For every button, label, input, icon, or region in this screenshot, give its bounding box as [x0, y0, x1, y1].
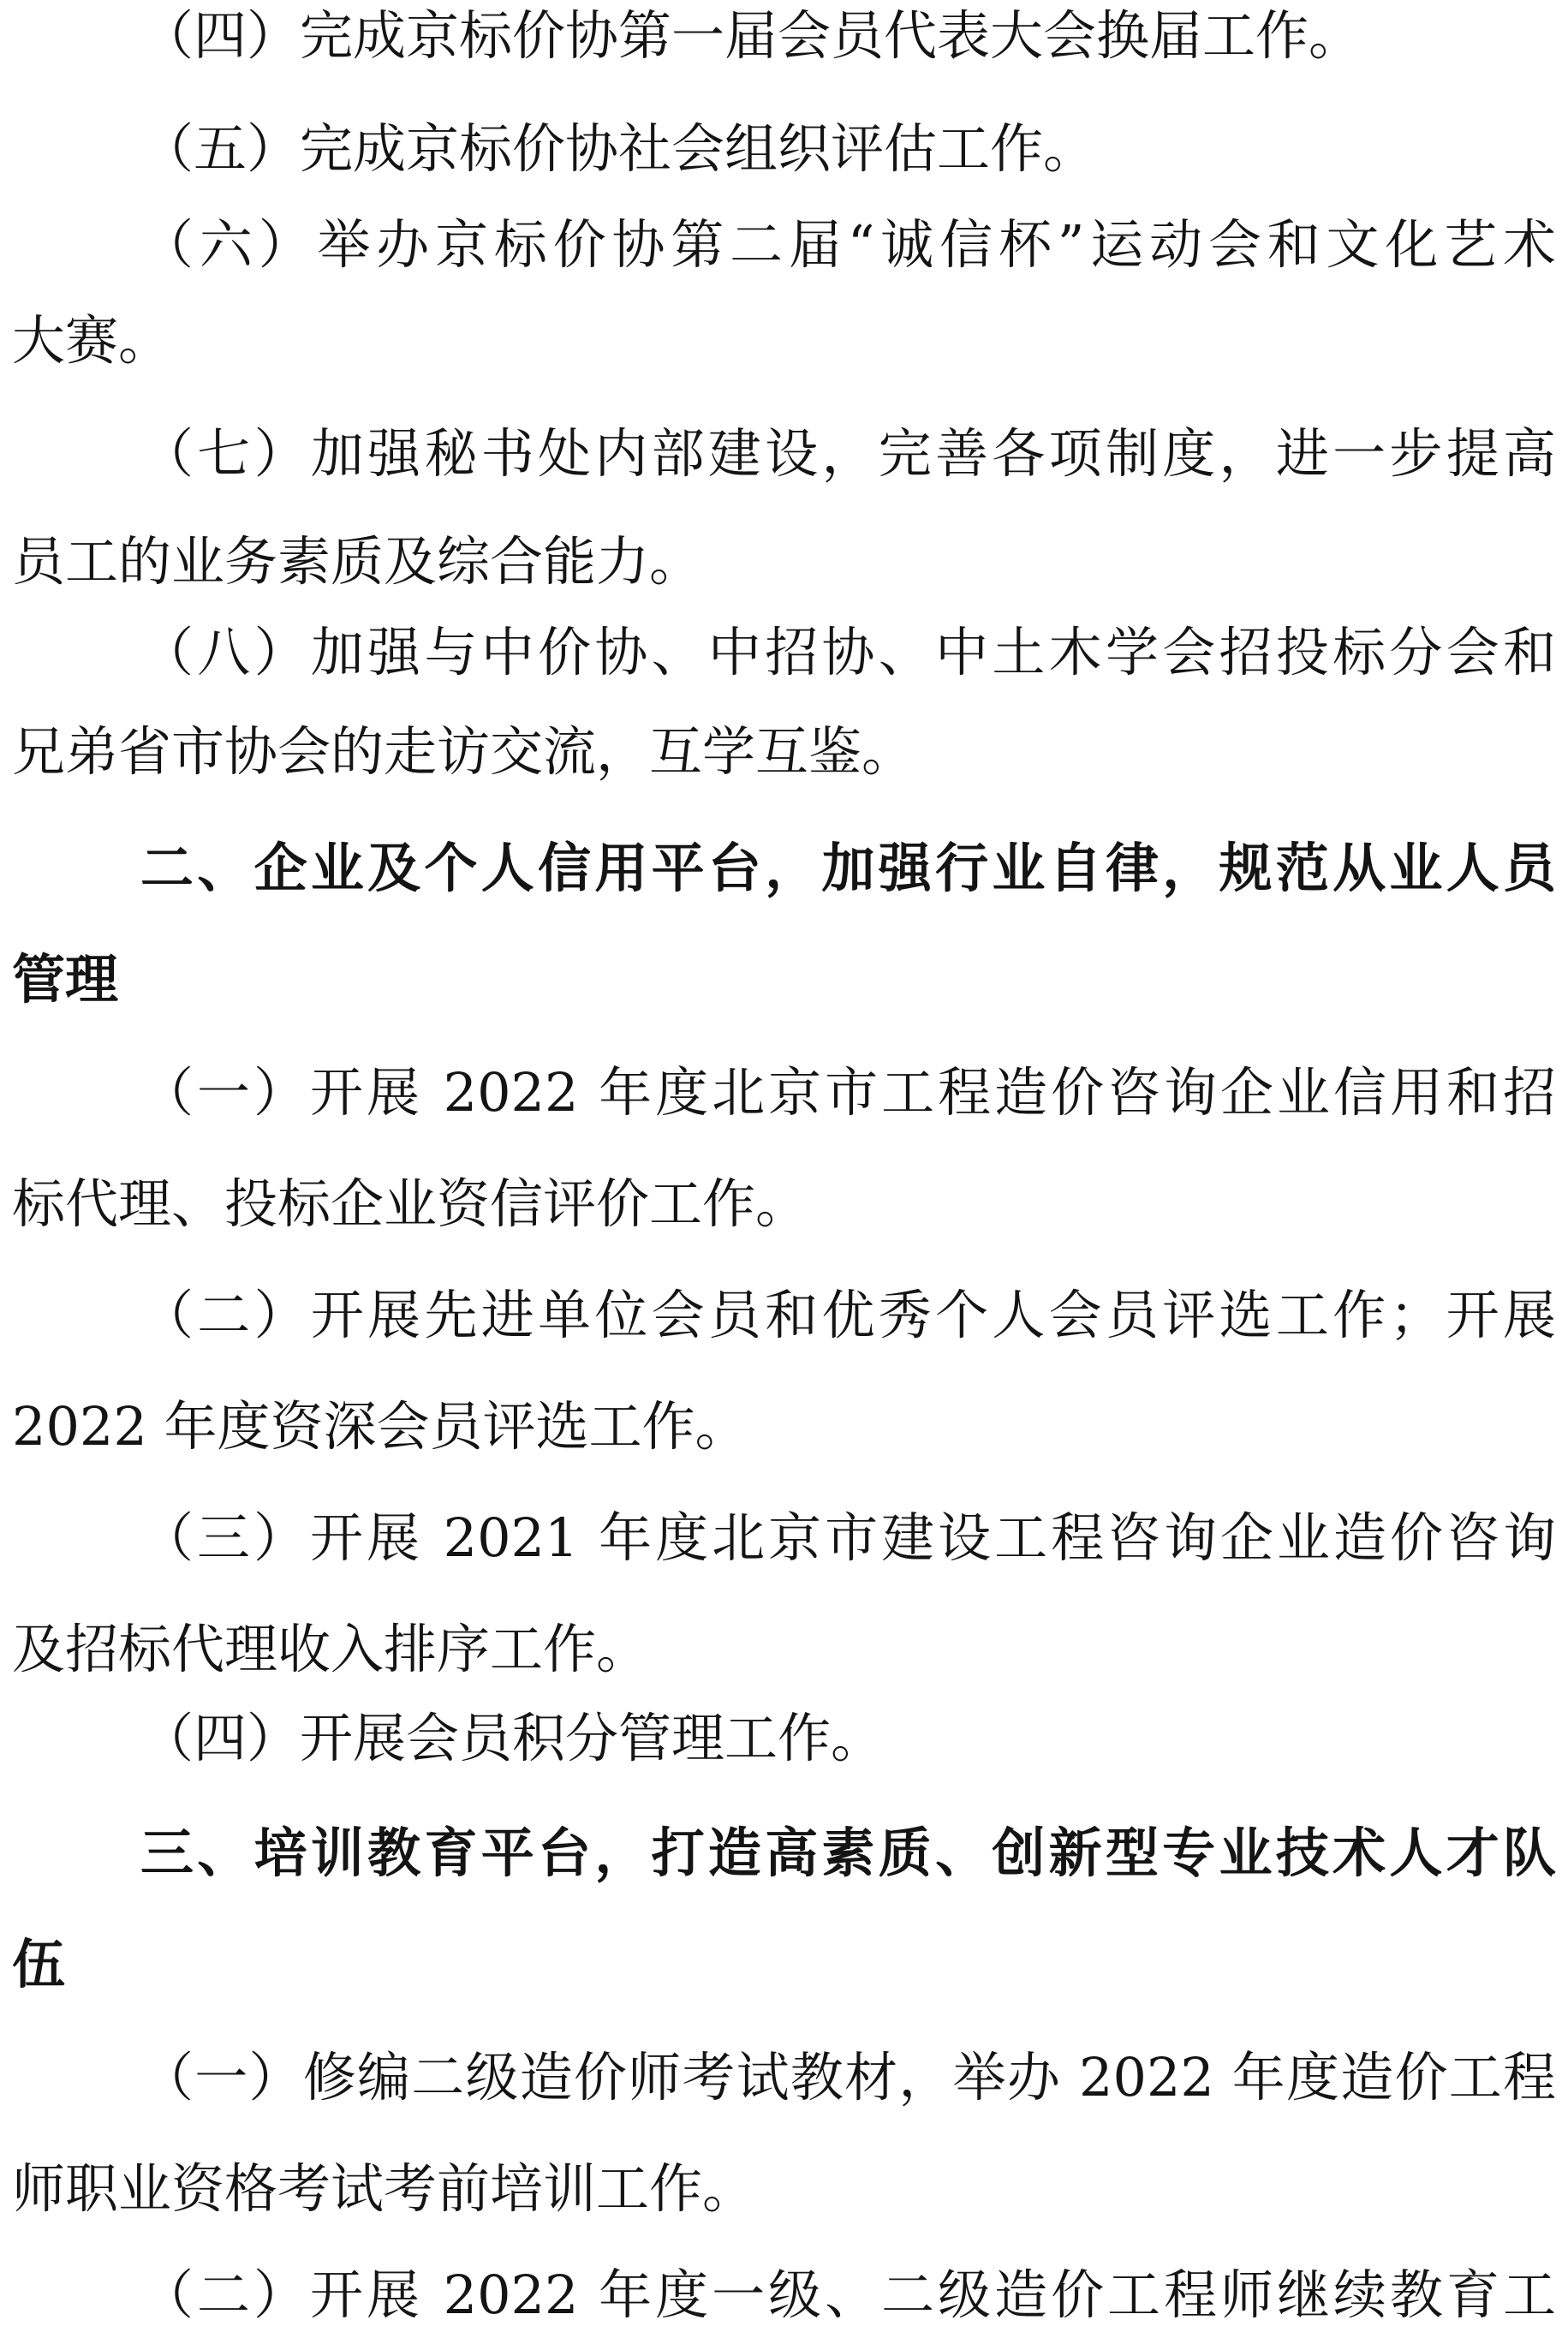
text-line: （八）加强与中价协、中招协、中土木学会招投标分会和 — [140, 621, 1556, 683]
text-line: （四）完成京标价协第一届会员代表大会换届工作。 — [140, 4, 1362, 67]
section-heading: 伍 — [12, 1933, 66, 1995]
text-line: 2022 年度资深会员评选工作。 — [12, 1395, 748, 1458]
text-line: （一）修编二级造价师考试教材，举办 2022 年度造价工程 — [140, 2046, 1556, 2108]
text-line: 兄弟省市协会的走访交流，互学互鉴。 — [12, 720, 915, 783]
text-line: （五）完成京标价协社会组织评估工作。 — [140, 117, 1097, 180]
text-line: （二）开展 2022 年度一级、二级造价工程师继续教育工 — [140, 2263, 1556, 2326]
text-line: 员工的业务素质及综合能力。 — [12, 530, 703, 593]
text-line: （二）开展先进单位会员和优秀个人会员评选工作；开展 — [140, 1284, 1556, 1346]
section-heading: 三、培训教育平台，打造高素质、创新型专业技术人才队 — [140, 1822, 1556, 1884]
section-heading: 二、企业及个人信用平台，加强行业自律，规范从业人员 — [140, 837, 1556, 899]
text-line: 及招标代理收入排序工作。 — [12, 1618, 650, 1680]
text-line: （七）加强秘书处内部建设，完善各项制度，进一步提高 — [140, 422, 1556, 485]
text-line: （四）开展会员积分管理工作。 — [140, 1707, 885, 1769]
text-line: 标代理、投标企业资信评价工作。 — [12, 1172, 809, 1235]
text-line: （三）开展 2021 年度北京市建设工程咨询企业造价咨询 — [140, 1506, 1556, 1569]
section-heading: 管理 — [12, 948, 119, 1011]
text-line: （一）开展 2022 年度北京市工程造价咨询企业信用和招 — [140, 1061, 1556, 1124]
text-line: 大赛。 — [12, 309, 172, 372]
text-line: 师职业资格考试考前培训工作。 — [12, 2157, 756, 2220]
text-line: （六）举办京标价协第二届“诚信杯”运动会和文化艺术 — [140, 213, 1556, 276]
